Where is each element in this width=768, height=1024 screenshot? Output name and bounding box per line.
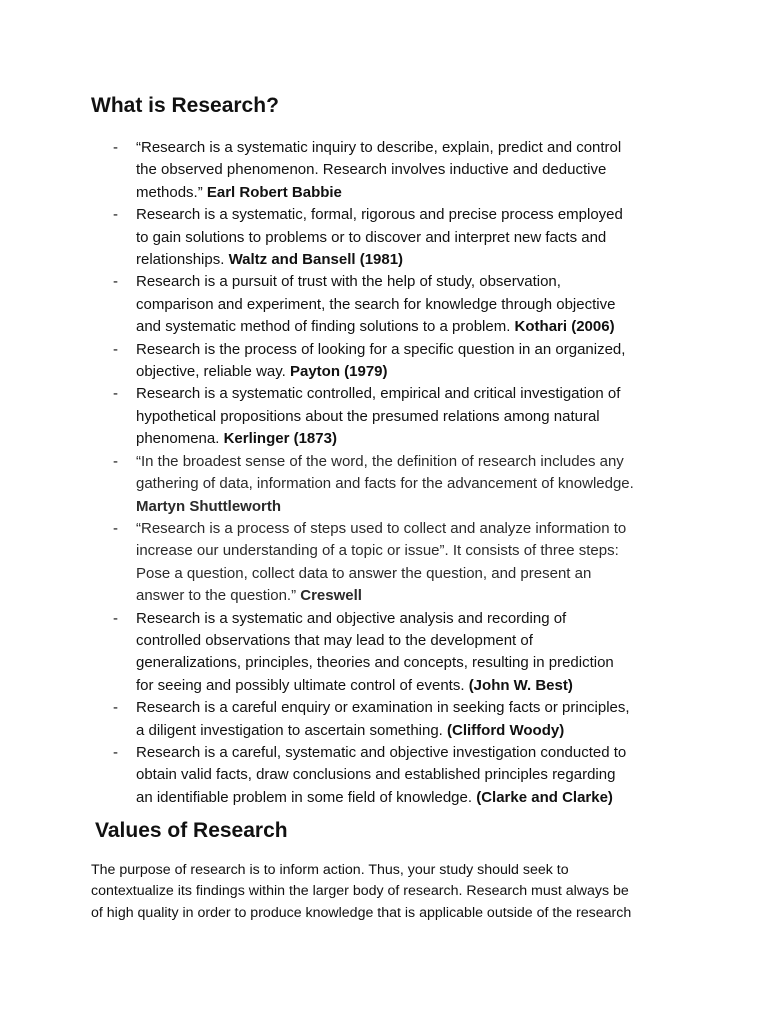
definition-author: Kothari (2006) <box>514 318 615 336</box>
definition-author: Creswell <box>300 587 362 605</box>
definition-item <box>113 204 693 271</box>
body-paragraph: The purpose of research is to inform action. Thus, your study should seek to contextualize its findings within the larger body of research. Research must always be of high quality in order to produce knowledge that is applicable outside of the research <box>91 862 632 921</box>
definition-text: Research is a systematic and objective analysis and recording of controlled observations that may lead to the development of generalizations, principles, theories and concepts, resulting in prediction for seeing and possibly ultimate control of events. <box>136 609 614 694</box>
definition-author: (Clarke and Clarke) <box>476 788 613 806</box>
definition-body <box>136 451 693 518</box>
definition-text: Research is a systematic, formal, rigorous and precise process employed to gain solutions to problems or to discover and interpret new facts and relationships. <box>136 206 623 269</box>
bullet-dash: - <box>113 340 118 358</box>
definition-author: Martyn Shuttleworth <box>136 497 281 515</box>
definition-body <box>136 137 693 204</box>
bullet-dash: - <box>113 273 118 291</box>
bullet-dash: - <box>113 452 118 470</box>
bullet-dash: - <box>113 385 118 403</box>
bullet-dash: - <box>113 206 118 224</box>
definition-text: Research is the process of looking for a specific question in an organized, objective, reliable way. <box>136 340 626 381</box>
definition-item <box>113 608 693 698</box>
definition-body <box>136 271 693 338</box>
bullet-dash: - <box>113 699 118 717</box>
definition-text: Research is a pursuit of trust with the help of study, observation, comparison and experiment, the search for knowledge through objective and systematic method of finding solutions to a problem. <box>136 273 616 336</box>
definition-text: “Research is a process of steps used to collect and analyze information to increase our understanding of a topic or issue”. It consists of three steps: Pose a question, collect data to answer the question, and present an answer to the question.” <box>136 519 627 605</box>
definition-author: (John W. Best) <box>468 676 573 694</box>
definition-item <box>113 383 693 450</box>
definition-author: Waltz and Bansell (1981) <box>228 251 404 269</box>
definition-body <box>136 518 693 608</box>
definition-body <box>136 742 693 809</box>
definition-item <box>113 451 693 518</box>
definition-author: Kerlinger (1873) <box>223 430 337 448</box>
definition-item <box>113 518 693 608</box>
bullet-dash: - <box>113 139 118 156</box>
definition-item <box>113 339 693 384</box>
bullet-dash: - <box>113 743 118 761</box>
section-heading: Values of Research <box>95 819 288 842</box>
bullet-dash: - <box>113 519 118 537</box>
definition-item <box>113 271 693 338</box>
definition-list <box>113 137 693 809</box>
definition-text: “Research is a systematic inquiry to describe, explain, predict and control the observed phenomenon. Research involves inductive and deductive methods.” <box>136 139 622 201</box>
definition-body <box>136 383 693 450</box>
definition-text: Research is a careful, systematic and objective investigation conducted to obtain valid facts, draw conclusions and established principles regarding an identifiable problem in some field of knowledge. <box>136 743 627 806</box>
definition-body <box>136 204 693 271</box>
definition-author: Earl Robert Babbie <box>206 183 342 201</box>
definition-text: Research is a systematic controlled, empirical and critical investigation of hypothetical propositions about the presumed relations among natural phenomena. <box>136 385 621 448</box>
definition-item <box>113 697 693 742</box>
page-title: What is Research? <box>91 94 279 117</box>
definition-text: Research is a careful enquiry or examination in seeking facts or principles, a diligent investigation to ascertain something. <box>136 699 630 739</box>
definition-item <box>113 137 693 204</box>
definition-body <box>136 608 693 698</box>
definition-body <box>136 697 693 742</box>
definition-author: Payton (1979) <box>289 363 388 381</box>
definition-item <box>113 742 693 809</box>
bullet-dash: - <box>113 609 118 627</box>
definition-body <box>136 339 693 384</box>
definition-text: “In the broadest sense of the word, the definition of research includes any gathering of data, information and facts for the advancement of knowledge. <box>136 452 634 493</box>
definition-author: (Clifford Woody) <box>447 721 565 739</box>
